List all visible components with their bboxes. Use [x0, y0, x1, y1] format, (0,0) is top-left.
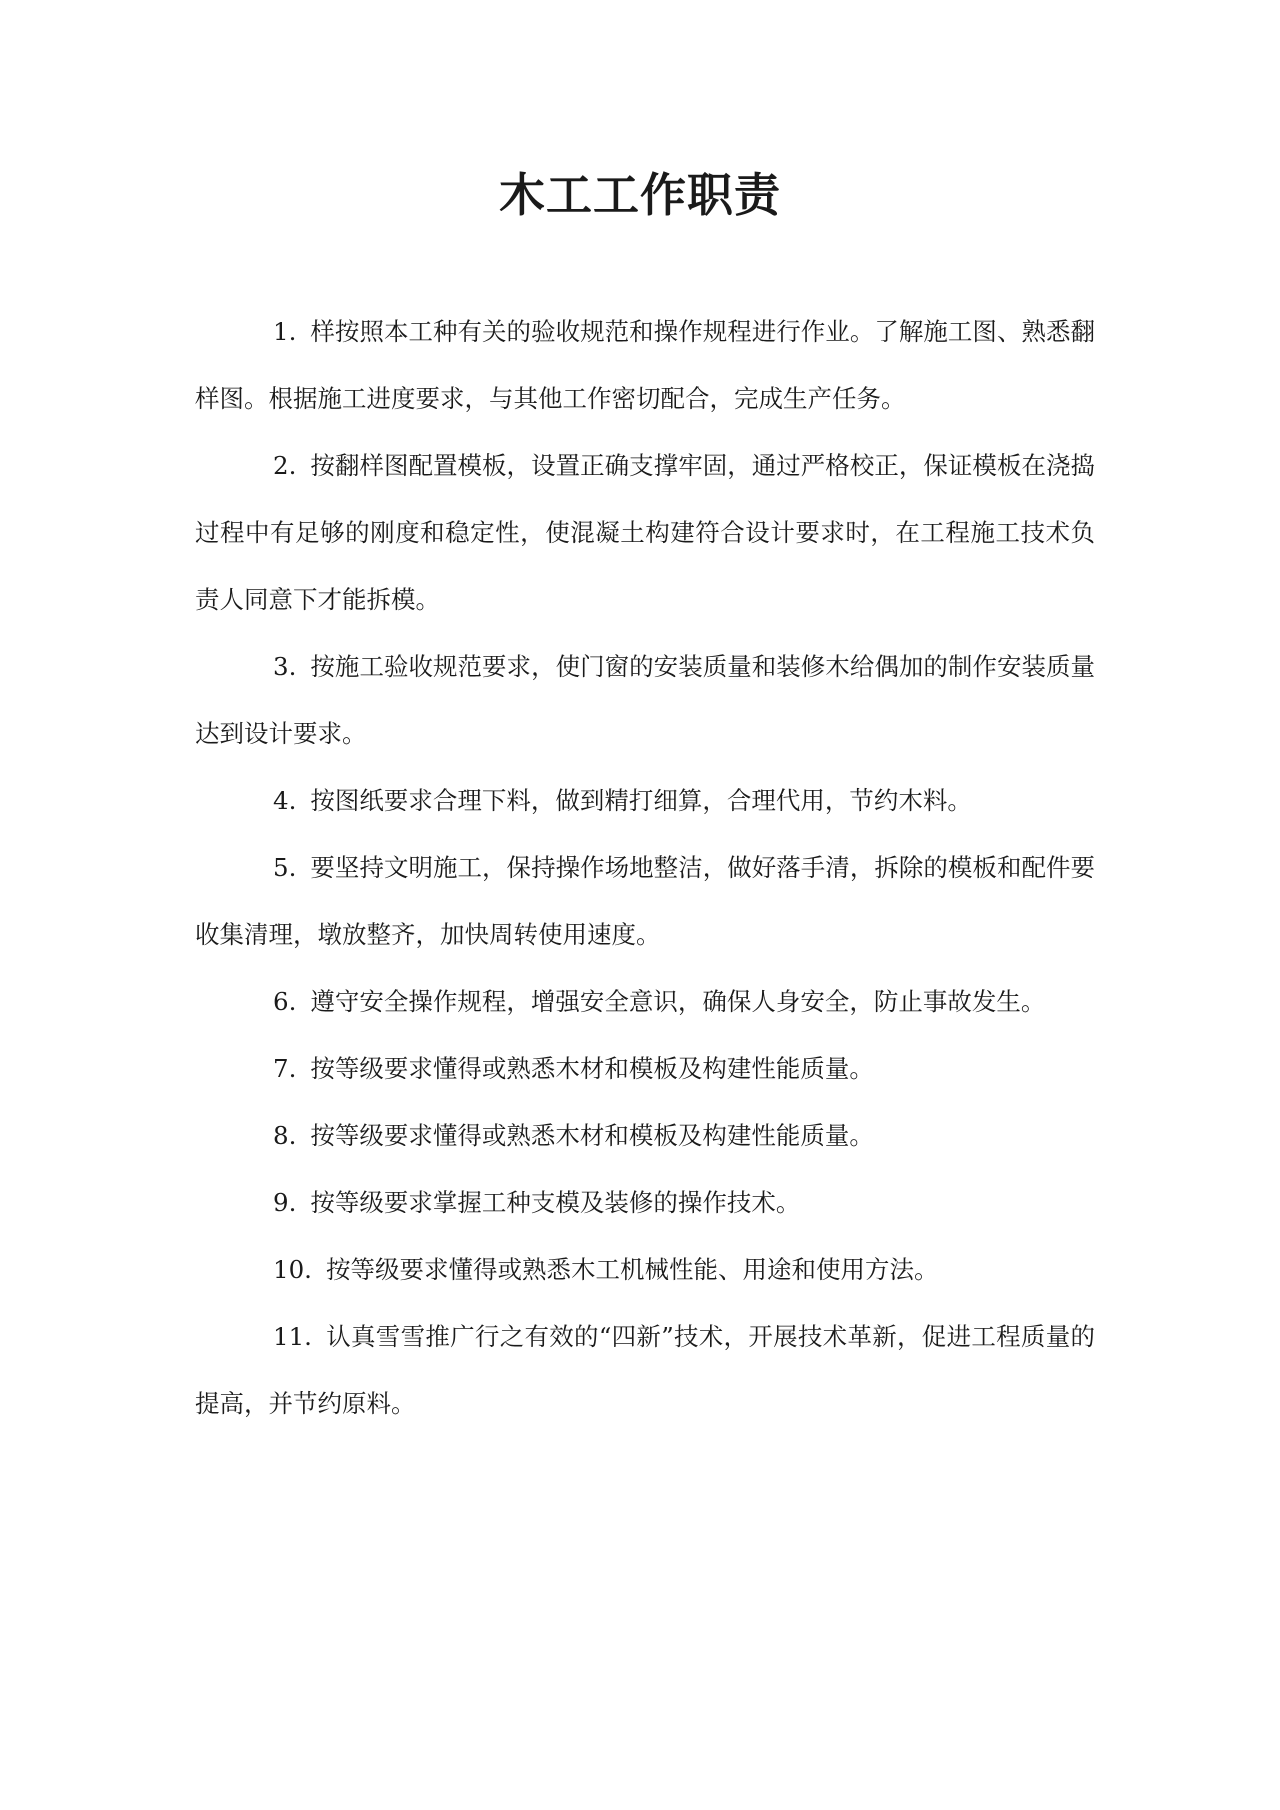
page-title: 木工工作职责 [499, 168, 781, 222]
item-number: 8. [273, 1121, 297, 1150]
item-text: 要坚持文明施工，保持操作场地整洁，做好落手清，拆除的模板和配件要收集清理，墩放整齐，加快周转使用速度。 [195, 853, 1095, 949]
item-number: 9. [273, 1188, 297, 1217]
list-item [195, 1035, 1095, 1102]
list-item [195, 1169, 1095, 1236]
item-number: 1. [273, 317, 297, 346]
item-text: 按图纸要求合理下料，做到精打细算，合理代用，节约木料。 [310, 786, 972, 815]
item-text: 遵守安全操作规程，增强安全意识，确保人身安全，防止事故发生。 [310, 987, 1046, 1016]
item-number: 10. [273, 1255, 312, 1284]
list-item [195, 834, 1095, 968]
item-number: 3. [273, 652, 297, 681]
list-item [195, 1303, 1095, 1437]
item-text: 按翻样图配置模板，设置正确支撑牢固，通过严格校正，保证模板在浇捣过程中有足够的刚度和稳定性，使混凝土构建符合设计要求时，在工程施工技术负责人同意下才能拆模。 [195, 451, 1095, 614]
list-item [195, 633, 1095, 767]
list-item [195, 1102, 1095, 1169]
duties-list [195, 298, 1095, 1437]
item-text: 按等级要求懂得或熟悉木工机械性能、用途和使用方法。 [325, 1255, 939, 1284]
item-text: 按等级要求懂得或熟悉木材和模板及构建性能质量。 [310, 1054, 874, 1083]
list-item [195, 298, 1095, 432]
item-text: 认真雪雪推广行之有效的“四新”技术，开展技术革新，促进工程质量的提高，并节约原料。 [195, 1322, 1095, 1418]
item-text: 按等级要求掌握工种支模及装修的操作技术。 [310, 1188, 801, 1217]
item-text: 样按照本工种有关的验收规范和操作规程进行作业。了解施工图、熟悉翻样图。根据施工进度要求，与其他工作密切配合，完成生产任务。 [195, 317, 1095, 413]
item-number: 11. [273, 1322, 312, 1351]
list-item [195, 1236, 1095, 1303]
item-number: 5. [273, 853, 297, 882]
list-item [195, 767, 1095, 834]
item-number: 4. [273, 786, 297, 815]
item-text: 按等级要求懂得或熟悉木材和模板及构建性能质量。 [310, 1121, 874, 1150]
item-number: 6. [273, 987, 297, 1016]
item-text: 按施工验收规范要求，使门窗的安装质量和装修木给偶加的制作安装质量达到设计要求。 [195, 652, 1095, 748]
list-item [195, 968, 1095, 1035]
item-number: 2. [273, 451, 297, 480]
item-number: 7. [273, 1054, 297, 1083]
list-item [195, 432, 1095, 633]
